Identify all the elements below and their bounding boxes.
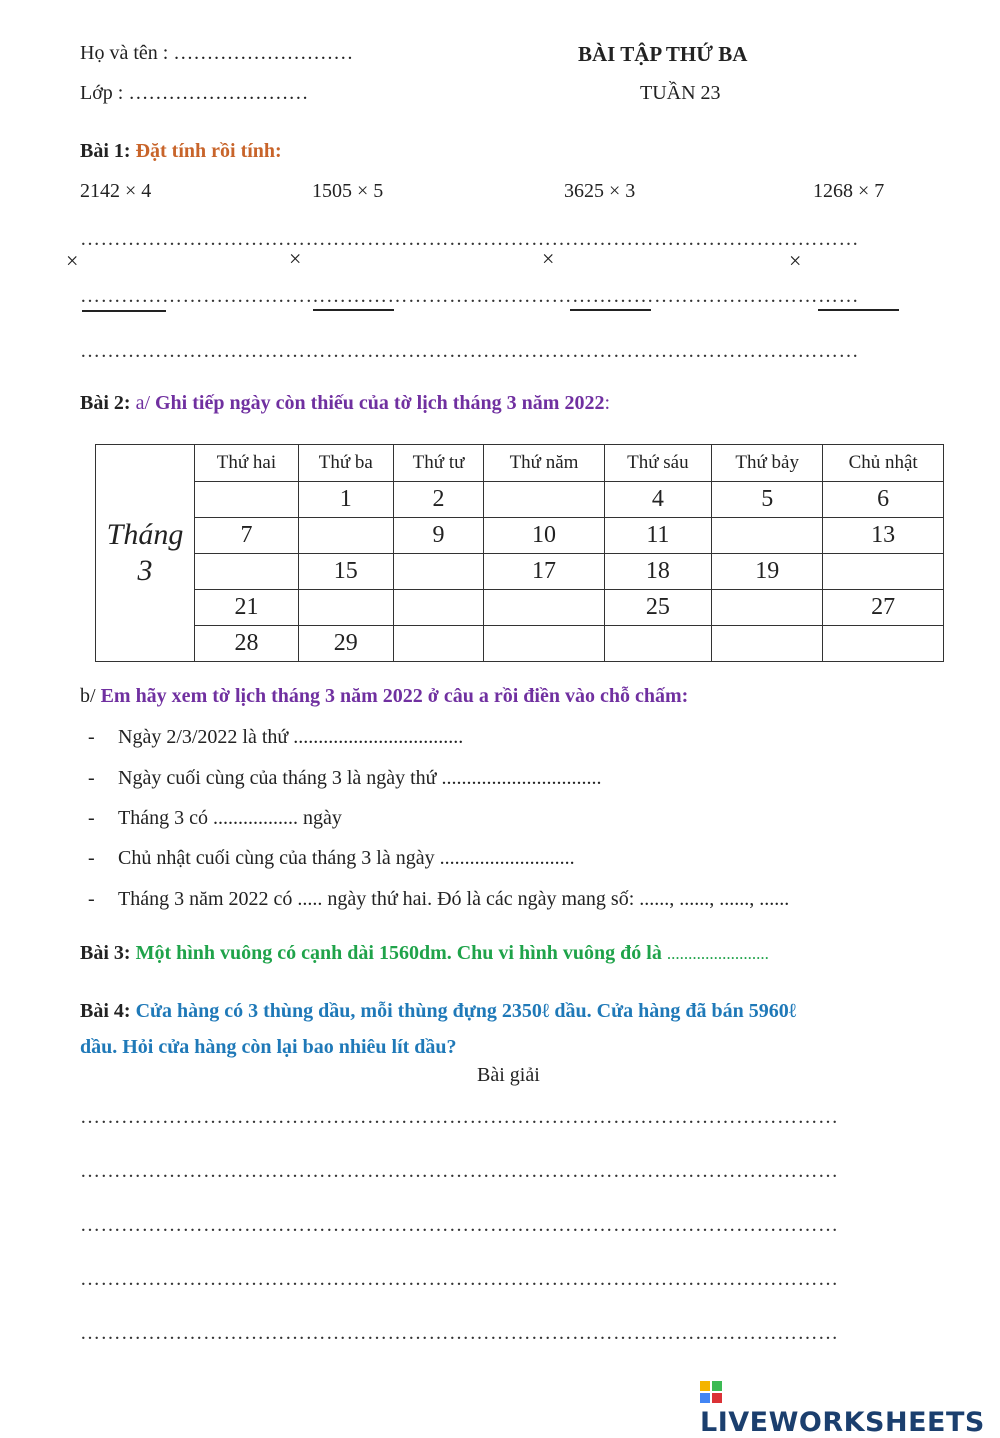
bai1-problem-1: 2142 × 4 [80, 180, 152, 202]
bai2-item-text: Tháng 3 năm 2022 có ..... ngày thứ hai. Đó là các ngày mang số: ......, ......, ......, ...... [118, 888, 790, 910]
bai1-instruction: Đặt tính rồi tính: [135, 140, 282, 162]
bai1-underline-3 [570, 309, 651, 311]
bai1-underline-1 [82, 310, 166, 312]
bai3-label: Bài 3: [80, 942, 131, 964]
calendar-cell[interactable] [823, 626, 944, 662]
bullet-dash: - [88, 767, 95, 789]
answer-line-1[interactable]: ………………………………………………………………………………………………… [80, 1106, 839, 1128]
month-number: 3 [137, 554, 153, 587]
times-sign-2: × [289, 246, 302, 271]
times-sign-4: × [789, 248, 802, 273]
bai2-item-text: Ngày 2/3/2022 là thứ .................................. [118, 726, 464, 748]
calendar-month-label [96, 445, 195, 662]
calendar-cell[interactable] [712, 590, 823, 626]
answer-line-2[interactable]: ………………………………………………………………………………………………… [80, 1160, 839, 1182]
bullet-dash: - [88, 807, 95, 829]
calendar-cell[interactable]: 10 [484, 518, 604, 554]
bai4-question-line-1 [80, 1000, 796, 1023]
weekday-header: Thứ ba [298, 445, 393, 482]
bai3-answer-dots[interactable]: ........................ [666, 944, 769, 963]
bai2-item-text: Tháng 3 có ................. ngày [118, 807, 342, 829]
answer-line-4[interactable]: ………………………………………………………………………………………………… [80, 1268, 839, 1290]
calendar-cell[interactable]: 9 [393, 518, 484, 554]
calendar-cell[interactable]: 19 [712, 554, 823, 590]
bai2-item-1[interactable] [88, 726, 463, 749]
weekday-header: Thứ bảy [712, 445, 823, 482]
calendar-week-row [96, 554, 944, 590]
bai2-part-a-text: Ghi tiếp ngày còn thiếu của tờ lịch tháng 3 năm 2022 [155, 392, 605, 414]
calendar-cell[interactable] [195, 554, 299, 590]
bai2-part-b-prefix: b/ [80, 685, 96, 707]
answer-line-3[interactable]: ………………………………………………………………………………………………… [80, 1214, 839, 1236]
bai2-part-a-colon: : [604, 392, 611, 414]
bai2-item-3[interactable] [88, 807, 342, 830]
calendar-cell[interactable] [393, 554, 484, 590]
calendar-cell[interactable] [298, 590, 393, 626]
calendar-cell[interactable]: 29 [298, 626, 393, 662]
calendar-week-row [96, 626, 944, 662]
bai1-label: Bài 1: [80, 140, 131, 162]
bai2-item-text: Ngày cuối cùng của tháng 3 là ngày thứ ................................ [118, 767, 602, 789]
calendar-cell[interactable] [484, 626, 604, 662]
bai2-part-b-text: Em hãy xem tờ lịch tháng 3 năm 2022 ở câu a rồi điền vào chỗ chấm: [100, 685, 689, 707]
bullet-dash: - [88, 726, 95, 748]
calendar-cell[interactable]: 18 [604, 554, 712, 590]
times-sign-3: × [542, 246, 555, 271]
liveworksheets-logo-icon [700, 1381, 722, 1403]
calendar-cell[interactable] [712, 626, 823, 662]
calendar-header-row [96, 445, 944, 482]
calendar-cell[interactable]: 13 [823, 518, 944, 554]
bai1-problem-3: 3625 × 3 [564, 180, 636, 202]
calendar-cell[interactable]: 4 [604, 482, 712, 518]
calendar-week-row [96, 590, 944, 626]
liveworksheets-logo[interactable] [700, 1376, 1000, 1438]
bullet-dash: - [88, 888, 95, 910]
calendar-cell[interactable] [195, 482, 299, 518]
solution-heading: Bài giải [477, 1064, 540, 1086]
bai1-underline-4 [818, 309, 899, 311]
calendar-week-row [96, 482, 944, 518]
calendar-cell[interactable]: 5 [712, 482, 823, 518]
calendar-cell[interactable] [484, 482, 604, 518]
bai1-work-line-2[interactable]: …………………………………………………………………………………………………… [80, 285, 859, 307]
calendar-week-row [96, 518, 944, 554]
bullet-dash: - [88, 847, 95, 869]
bai2-part-b-heading [80, 685, 688, 708]
calendar-cell[interactable]: 27 [823, 590, 944, 626]
bai2-item-text: Chủ nhật cuối cùng của tháng 3 là ngày ........................... [118, 847, 575, 869]
bai2-heading [80, 392, 610, 415]
weekday-header: Thứ năm [484, 445, 604, 482]
calendar-table [95, 444, 944, 662]
bai4-question-line-2: dầu. Hỏi cửa hàng còn lại bao nhiêu lít dầu? [80, 1036, 457, 1058]
bai2-item-2[interactable] [88, 767, 602, 790]
calendar-cell[interactable]: 17 [484, 554, 604, 590]
calendar-cell[interactable] [823, 554, 944, 590]
bai1-underline-2 [313, 309, 394, 311]
bai1-work-line-1[interactable]: …………………………………………………………………………………………………… [80, 228, 859, 250]
calendar-cell[interactable] [604, 626, 712, 662]
times-sign-1: × [66, 248, 79, 273]
calendar-cell[interactable]: 25 [604, 590, 712, 626]
bai2-label: Bài 2: [80, 392, 131, 414]
month-word: Tháng [106, 518, 184, 551]
bai1-heading [80, 140, 282, 163]
calendar-cell[interactable]: 1 [298, 482, 393, 518]
calendar-cell[interactable] [298, 518, 393, 554]
bai2-item-5[interactable] [88, 888, 789, 911]
calendar-cell[interactable] [393, 590, 484, 626]
week-label: TUẦN 23 [640, 82, 721, 104]
bai3-text: Một hình vuông có cạnh dài 1560dm. Chu vi hình vuông đó là [135, 942, 662, 964]
weekday-header: Thứ hai [195, 445, 299, 482]
calendar-cell[interactable] [712, 518, 823, 554]
calendar-cell[interactable]: 11 [604, 518, 712, 554]
liveworksheets-brand: LIVEWORKSHEETS [700, 1407, 985, 1438]
weekday-header: Thứ sáu [604, 445, 712, 482]
bai1-problem-4: 1268 × 7 [813, 180, 885, 202]
bai2-part-a-prefix: a/ [135, 392, 150, 414]
calendar-cell[interactable] [484, 590, 604, 626]
weekday-header: Thứ tư [393, 445, 484, 482]
calendar-cell[interactable]: 2 [393, 482, 484, 518]
bai2-item-4[interactable] [88, 847, 575, 870]
calendar-cell[interactable] [393, 626, 484, 662]
name-field[interactable]: Họ và tên : ……………………… [80, 42, 354, 64]
weekday-header: Chủ nhật [823, 445, 944, 482]
bai3-question [80, 942, 769, 965]
bai4-label: Bài 4: [80, 1000, 131, 1022]
calendar-cell[interactable]: 6 [823, 482, 944, 518]
page-title: BÀI TẬP THỨ BA [578, 42, 748, 66]
calendar-cell[interactable]: 15 [298, 554, 393, 590]
bai1-work-line-3[interactable]: …………………………………………………………………………………………………… [80, 340, 859, 362]
calendar-cell[interactable]: 28 [195, 626, 299, 662]
answer-line-5[interactable]: ………………………………………………………………………………………………… [80, 1322, 839, 1344]
bai1-problem-2: 1505 × 5 [312, 180, 384, 202]
calendar-cell[interactable]: 7 [195, 518, 299, 554]
calendar-cell[interactable]: 21 [195, 590, 299, 626]
bai4-text-line-1: Cửa hàng có 3 thùng dầu, mỗi thùng đựng 2350ℓ dầu. Cửa hàng đã bán 5960ℓ [135, 1000, 797, 1022]
class-field[interactable]: Lớp : ……………………… [80, 82, 309, 104]
